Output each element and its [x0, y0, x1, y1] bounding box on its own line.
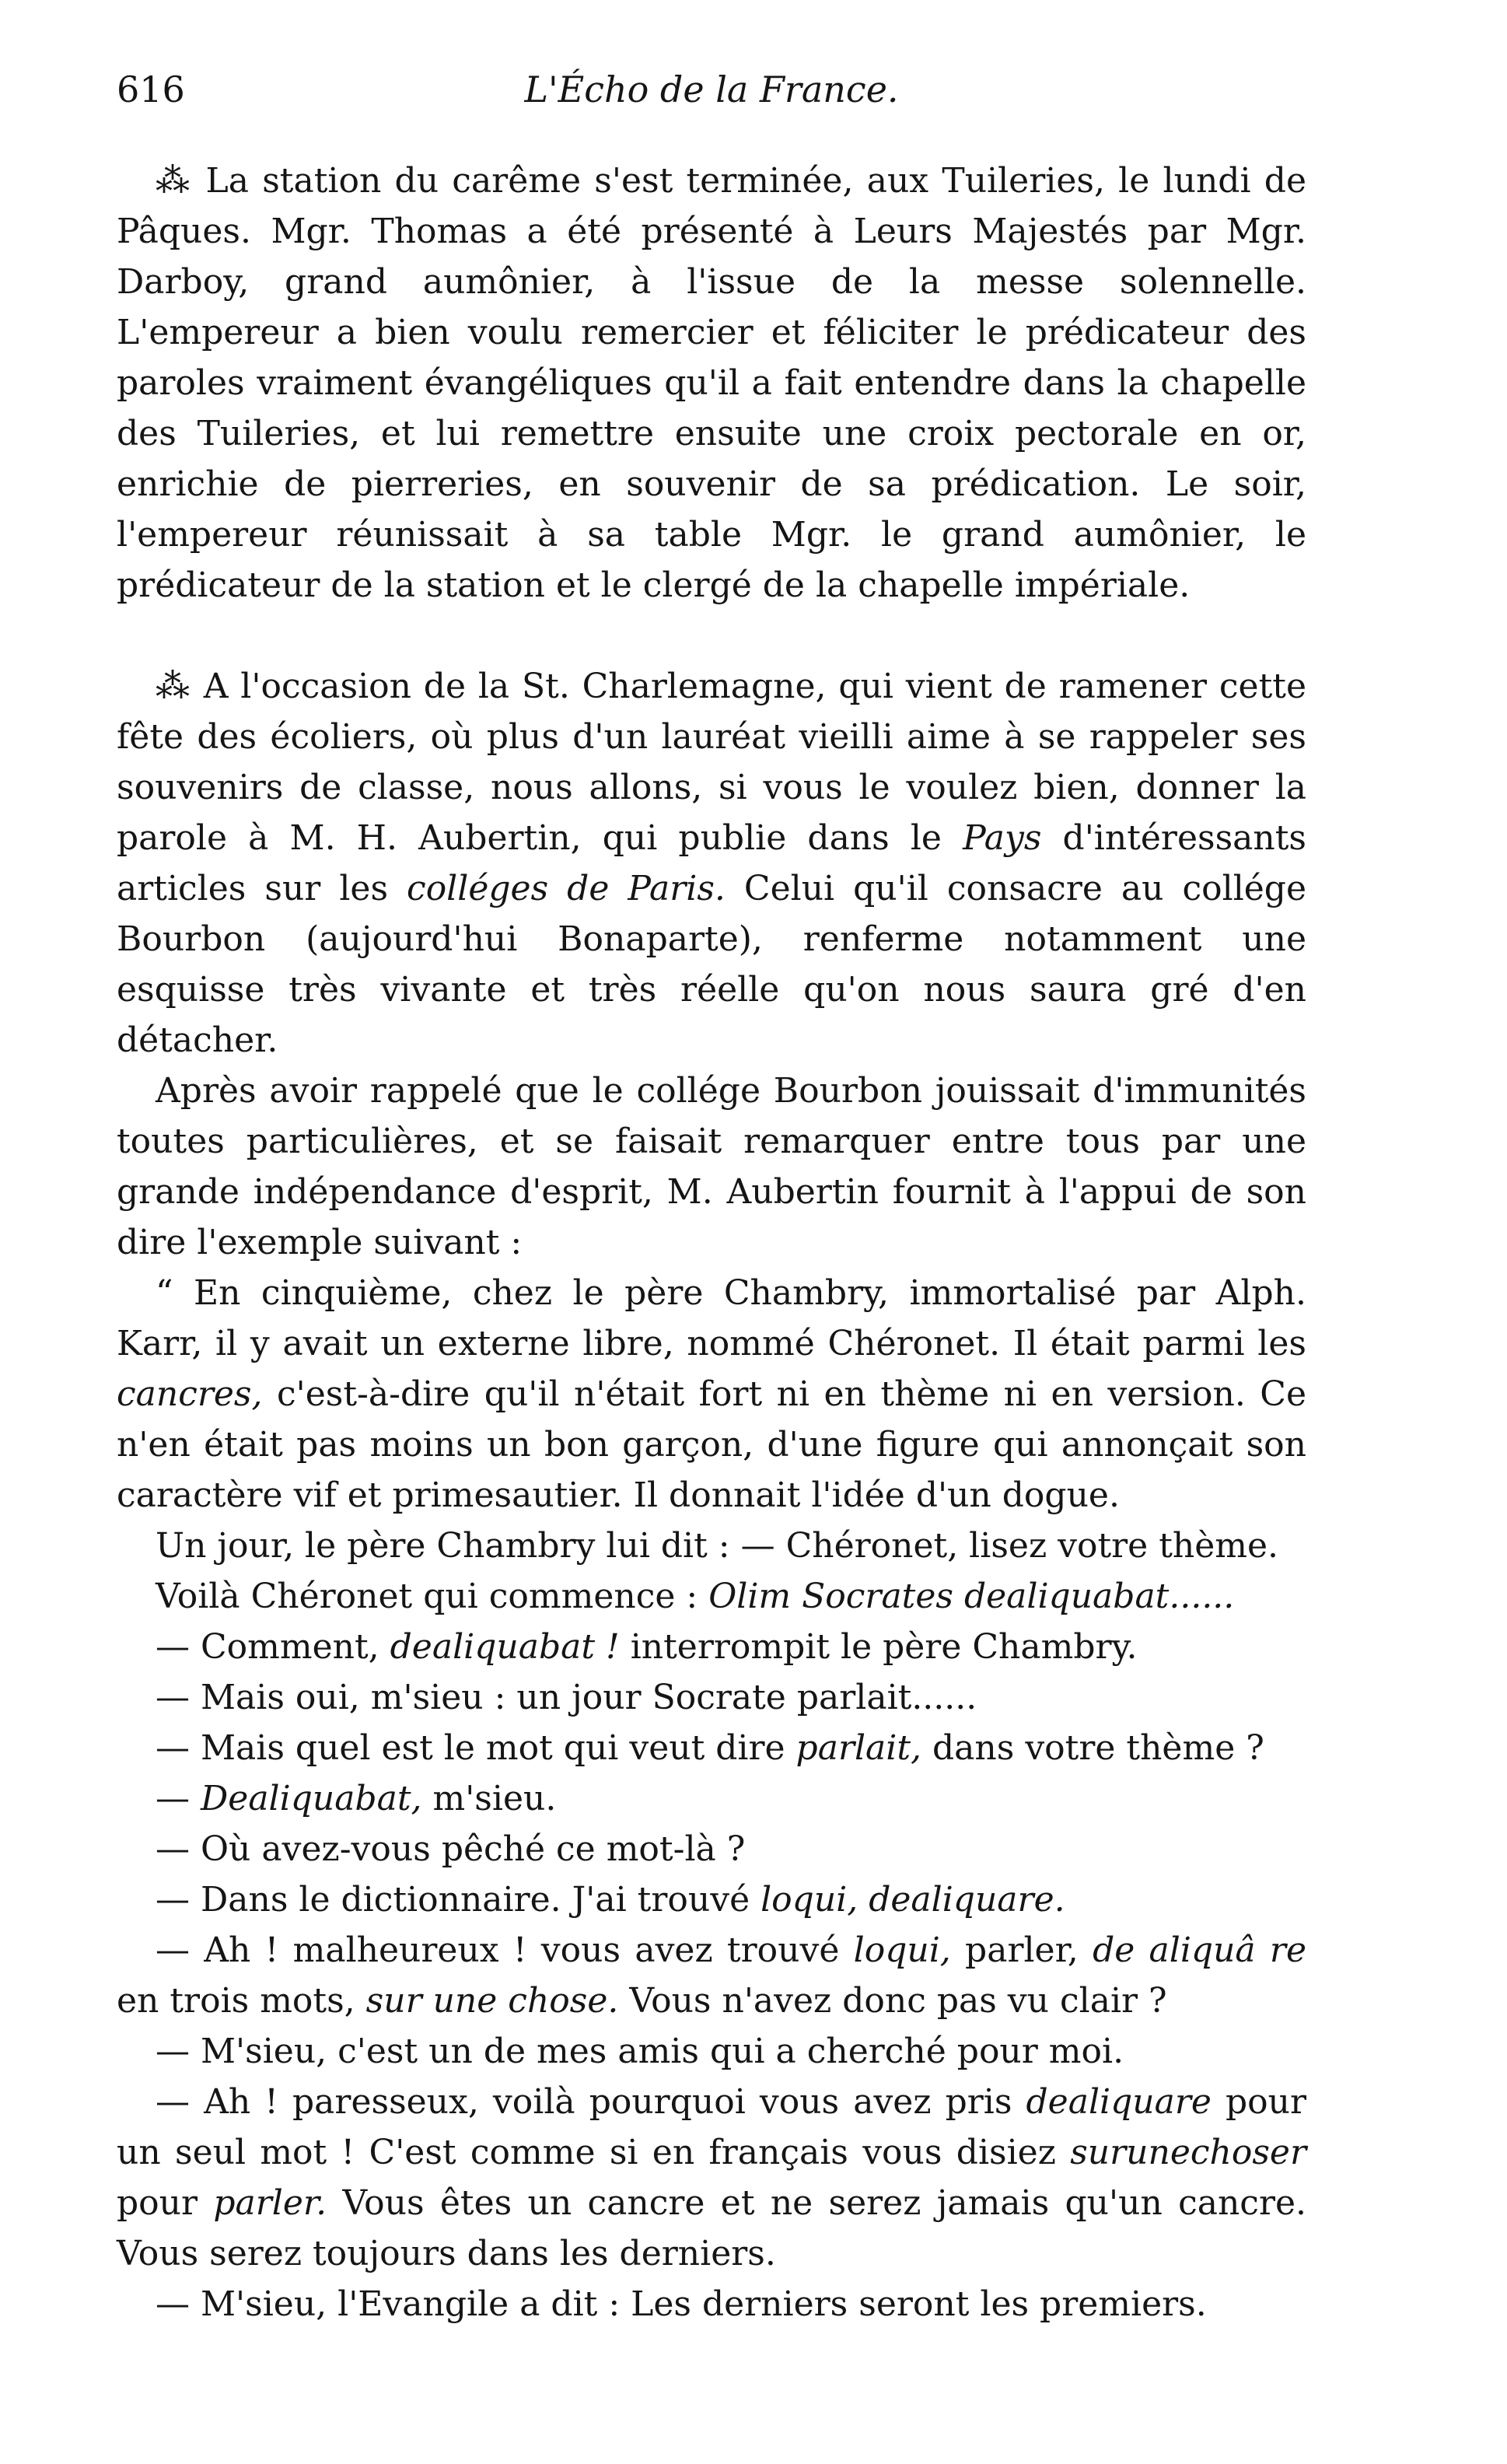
page-number: 616 — [117, 68, 185, 110]
section-two — [117, 661, 1306, 2329]
dialogue-line: — M'sieu, c'est un de mes amis qui a cherché pour moi. — [156, 2032, 1124, 2071]
paragraph-charlemagne: ⁂ A l'occasion de la St. Charlemagne, qui vient de ramener cette fête des écoliers, où plus d'un lauréat vieilli aime à se rappeler ses souvenirs de classe, nous allons, si vous le voulez bien, donner la parole à M. H. Aubertin, qui publie dans le Pays d'intéressants articles sur les colléges de Paris. Celui qu'il consacre au collége Bourbon (aujourd'hui Bonaparte), renferme notamment une esquisse très vivante et très réelle qu'on nous saura gré d'en détacher. — [117, 667, 1307, 1060]
dialogue-line: — M'sieu, l'Evangile a dit : Les derniers seront les premiers. — [156, 2284, 1207, 2324]
page-header — [117, 68, 1306, 123]
dialogue-line: Un jour, le père Chambry lui dit : — Chéronet, lisez votre thème. — [156, 1526, 1279, 1566]
paragraph-quote-start: “ En cinquième, chez le père Chambry, immortalisé par Alph. Karr, il y avait un externe libre, nommé Chéronet. Il était parmi les cancres, c'est-à-dire qu'il n'était fort ni en thème ni en version. Ce n'en était pas moins un bon garçon, d'une figure qui annonçait son caractère vif et primesautier. Il donnait l'idée d'un dogue. — [117, 1273, 1306, 1515]
dialogue-line: — Où avez-vous pêché ce mot-là ? — [156, 1829, 746, 1869]
paragraph-aubertin: Après avoir rappelé que le collége Bourbon jouissait d'immunités toutes particulières, et se faisait remarquer entre tous par une grande indépendance d'esprit, M. Aubertin fournit à l'appui de son dire l'exemple suivant : — [117, 1071, 1306, 1262]
dialogue-line: — Mais quel est le mot qui veut dire parlait, dans votre thème ? — [156, 1728, 1264, 1768]
dialogue-line: — Dans le dictionnaire. J'ai trouvé loqui, dealiquare. — [156, 1880, 1065, 1920]
running-title: L'Écho de la France. — [524, 68, 899, 110]
dialogue-line: — Ah ! malheureux ! vous avez trouvé loqui, parler, de aliquâ re en trois mots, sur une chose. Vous n'avez donc pas vu clair ? — [117, 1930, 1306, 2021]
dialogue-line: — Ah ! paresseux, voilà pourquoi vous avez pris dealiquare pour un seul mot ! C'est comme si en français vous disiez surunechoser pour parler. Vous êtes un cancre et ne serez jamais qu'un cancre. Vous serez toujours dans les derniers. — [117, 2082, 1307, 2273]
dialogue-line: — Mais oui, m'sieu : un jour Socrate parlait...... — [156, 1678, 977, 1717]
dialogue-line: Voilà Chéronet qui commence : Olim Socrates dealiquabat...... — [156, 1577, 1235, 1616]
section-one — [117, 156, 1306, 611]
dialogue-line: — Comment, dealiquabat ! interrompit le père Chambry. — [156, 1627, 1138, 1667]
paragraph-tuileries: ⁂ La station du carême s'est terminée, aux Tuileries, le lundi de Pâques. Mgr. Thomas a été présenté à Leurs Majestés par Mgr. Darboy, grand aumônier, à l'issue de la messe solennelle. L'empereur a bien voulu remercier et féliciter le prédicateur des paroles vraiment évangéliques qu'il a fait entendre dans la chapelle des Tuileries, et lui remettre ensuite une croix pectorale en or, enrichie de pierreries, en souvenir de sa prédication. Le soir, l'empereur réunissait à sa table Mgr. le grand aumônier, le prédicateur de la station et le clergé de la chapelle impériale. — [117, 161, 1306, 605]
dialogue-line: — Dealiquabat, m'sieu. — [156, 1779, 557, 1818]
